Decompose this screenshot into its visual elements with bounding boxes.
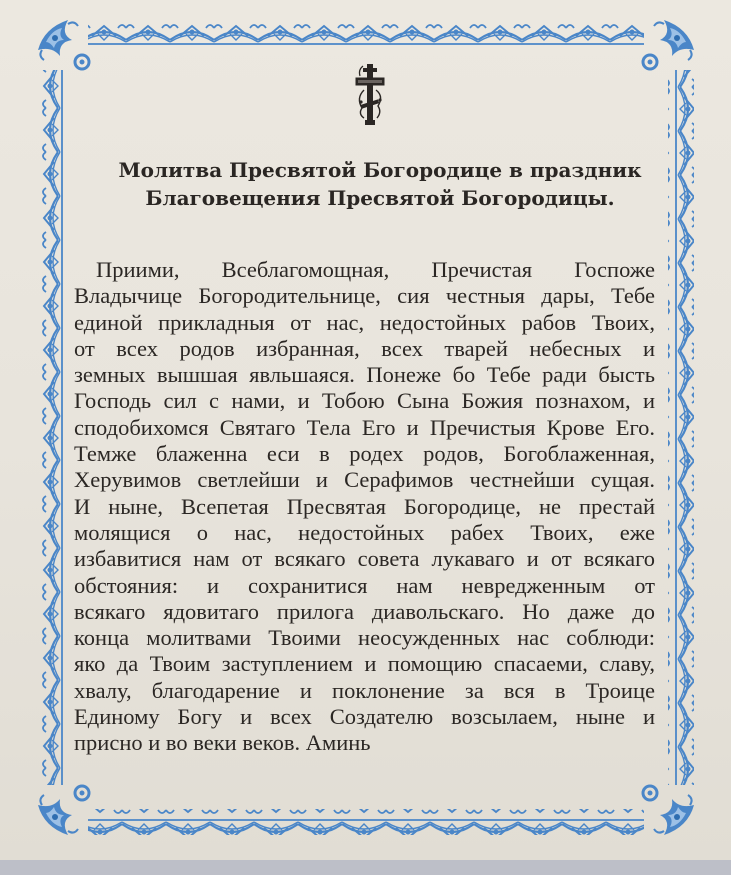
- body-line: Единому Богу и всех Создателю возсылаем, ныне и: [74, 704, 655, 730]
- body-line: Темже блаженна еси в родех родов, Богоблаженная,: [74, 441, 655, 467]
- body-line: избавитися нам от всякаго совета лукаваго и от всякаго: [74, 546, 655, 572]
- body-line: Херувимов светлейши и Серафимов честнейши сущая.: [74, 467, 655, 493]
- body-line: Приими, Всеблагомощная, Пречистая Госпоже: [96, 257, 655, 282]
- body-line: обстояния: и сохранитися нам невредженным от: [74, 572, 655, 598]
- prayer-title: [100, 156, 660, 212]
- title-line-2: Благовещения Пресвятой Богородицы.: [145, 186, 615, 210]
- body-line: Владычице Богородительнице, сия честныя дары, Тебе: [74, 283, 655, 309]
- body-line: присно и во веки веков. Аминь: [74, 730, 371, 756]
- body-line: хвалу, благодарение и поклонение за вся в Троице: [74, 677, 655, 703]
- body-line: земных вышшая явльшаяся. Понеже бо Тебе ради бысть: [74, 362, 655, 388]
- background-surface: [0, 860, 731, 875]
- body-line: И ныне, Всепетая Пресвятая Богородице, не престай: [74, 493, 655, 519]
- body-line: сподобихомся Святаго Тела Его и Пречистыя Крове Его.: [74, 414, 655, 440]
- body-line: Господь сил с нами, и Тобою Сына Божия познахом, и: [74, 388, 655, 414]
- orthodox-cross-icon: [350, 62, 390, 128]
- body-line: всякаго ядовитаго прилога диавольскаго. Но даже до: [74, 598, 655, 624]
- body-line: конца молитвами Твоими неосужденных нас соблюди:: [74, 625, 655, 651]
- body-line: единой прикладныя от нас, недостойных рабов Твоих,: [74, 309, 655, 335]
- prayer-body: [74, 257, 655, 757]
- body-line: от всех родов избранная, всех тварей небесных и: [74, 335, 655, 361]
- body-line: яко да Твоим заступлением и помощию спасаеми, славу,: [74, 651, 655, 677]
- title-line-1: Молитва Пресвятой Богородице в праздник: [118, 158, 642, 182]
- body-line: молящися о нас, недостойных рабех Твоих, еже: [74, 519, 655, 545]
